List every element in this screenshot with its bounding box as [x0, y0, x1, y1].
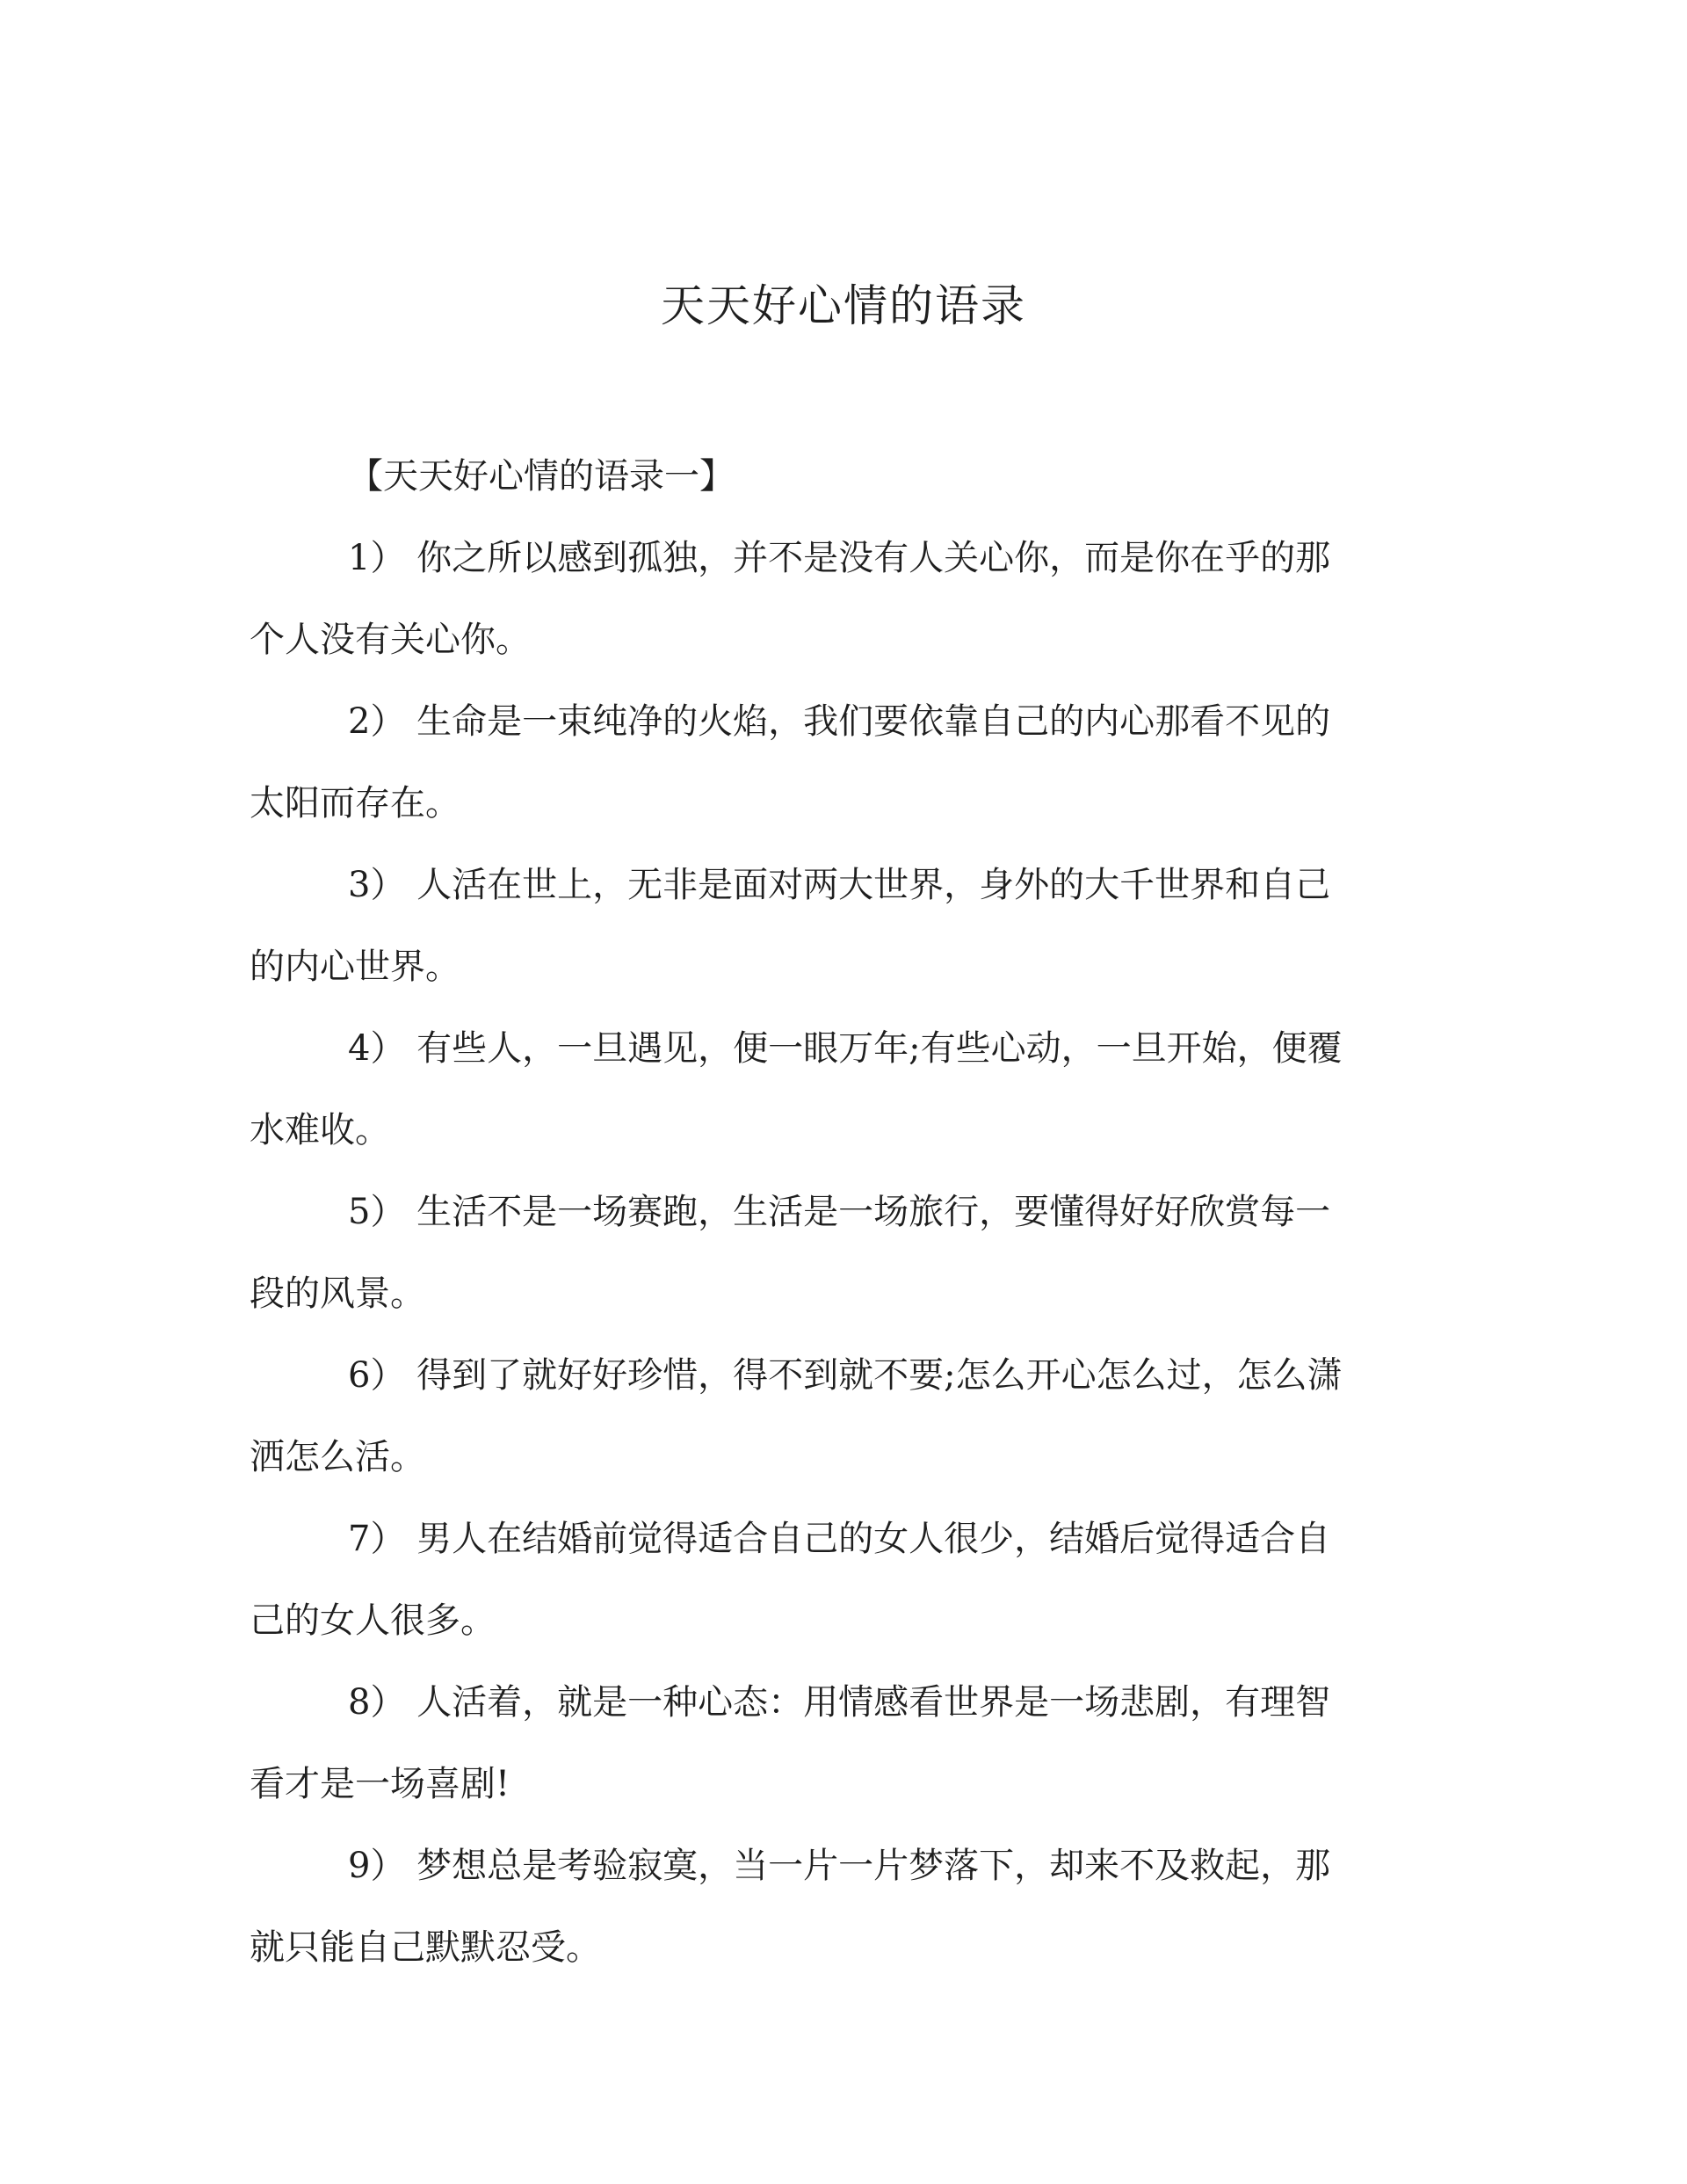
quote-2-line-2: 太阳而存在。	[250, 783, 460, 824]
quote-8-line-2: 看才是一场喜剧!	[250, 1764, 510, 1804]
quote-6-line-2: 洒怎么活。	[250, 1437, 425, 1477]
quote-4-line-1: 4） 有些人，一旦遇见，便一眼万年;有些心动，一旦开始，便覆	[348, 1028, 1343, 1069]
quote-1-line-2: 个人没有关心你。	[250, 620, 531, 660]
quote-9-line-2: 就只能自己默默忍受。	[250, 1927, 601, 1968]
quote-7-line-1: 7） 男人在结婚前觉得适合自己的女人很少，结婚后觉得适合自	[348, 1519, 1331, 1559]
quote-2-line-1: 2） 生命是一束纯净的火焰，我们要依靠自己的内心那看不见的	[348, 701, 1331, 742]
quote-1-line-1: 1） 你之所以感到孤独，并不是没有人关心你，而是你在乎的那	[348, 538, 1331, 578]
document-title: 天天好心情的语录	[661, 280, 1026, 331]
quote-9-line-1: 9） 梦想总是考验寂寞，当一片一片梦落下，却来不及救起，那	[348, 1846, 1331, 1886]
quote-3-line-1: 3） 人活在世上，无非是面对两大世界，身外的大千世界和自己	[348, 865, 1331, 905]
quote-7-line-2: 己的女人很多。	[250, 1600, 496, 1641]
document-body	[250, 436, 1427, 1989]
quote-5-line-2: 段的风景。	[250, 1273, 425, 1314]
section-heading: 【天天好心情的语录一】	[348, 456, 735, 497]
quote-8-line-1: 8） 人活着，就是一种心态：用情感看世界是一场悲剧，有理智	[348, 1682, 1331, 1723]
quote-6-line-1: 6） 得到了就好好珍惜，得不到就不要;怎么开心怎么过，怎么潇	[348, 1355, 1343, 1396]
quote-3-line-2: 的内心世界。	[250, 947, 460, 987]
quote-4-line-2: 水难收。	[250, 1110, 390, 1150]
quote-5-line-1: 5） 生活不是一场赛跑，生活是一场旅行，要懂得好好欣赏每一	[348, 1192, 1331, 1232]
